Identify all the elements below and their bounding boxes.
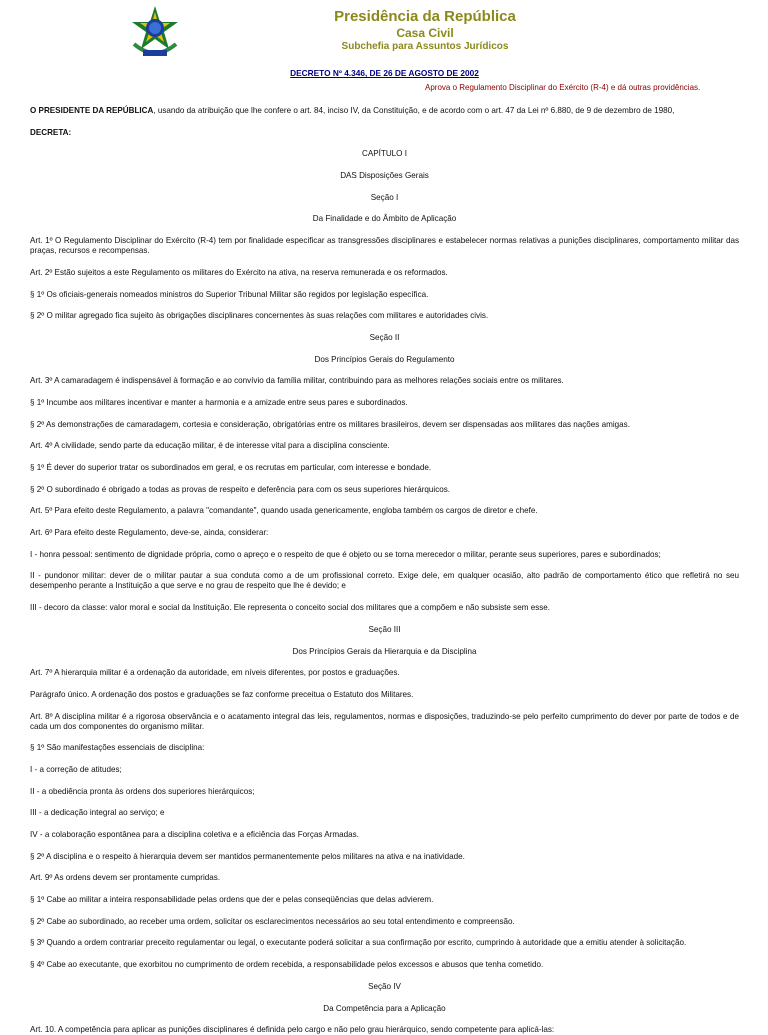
decreta-label: DECRETA: [30,127,72,137]
section-name: Da Finalidade e do Âmbito de Aplicação [312,214,457,224]
article-paragraph: § 4º Cabe ao executante, que exorbitou no cumprimento de ordem recebida, a responsabilidade pelos excessos e abusos que tenha cometido. [30,960,544,970]
decree-title-link[interactable]: DECRETO Nº 4.346, DE 26 DE AGOSTO DE 2002 [290,68,479,78]
article-paragraph: § 2º O subordinado é obrigado a todas as provas de respeito e deferência para com os seus superiores hierárquicos. [30,484,451,494]
article-paragraph: § 2º As demonstrações de camaradagem, cortesia e consideração, obrigatórias entre os militares brasileiros, devem ser dispensadas aos militares das nações amigas. [30,419,630,429]
article-paragraph: § 1º São manifestações essenciais de disciplina: [30,743,205,753]
decreta [30,128,739,138]
article-paragraph: Art. 5º Para efeito deste Regulamento, a palavra "comandante", quando usada genericamente, engloba também os cargos de diretor e chefe. [30,506,538,516]
article-paragraph: I - a correção de atitudes; [30,764,122,774]
article-paragraph: Art. 3º A camaradagem é indispensável à formação e ao convívio da família militar, contribuindo para as melhores relações sociais entre os militares. [30,376,564,386]
header-presidencia: Presidência da República [334,8,516,25]
article-paragraph: § 3º Quando a ordem contrariar preceito regulamentar ou legal, o executante poderá solicitar a sua confirmação por escrito, cumprindo à autoridade que a emitiu atender à solicitação. [30,938,687,948]
preamble-bold: O PRESIDENTE DA REPÚBLICA [30,106,154,115]
document-body [0,68,768,1035]
article-paragraph: Art. 9º As ordens devem ser prontamente cumpridas. [30,873,221,883]
section-heading: Seção IV [368,981,401,991]
article-paragraph: II - pundonor militar: dever de o militar pautar a sua conduta como a de um profissional correto. Exige dele, em qualquer ocasião, alto padrão de comportamento ético que refletirá no seu desempenho perante a Instituição a que serve e no grau de respeito que lhe é devido; e [30,571,739,591]
article-paragraph: Art. 7º A hierarquia militar é a ordenação da autoridade, em níveis diferentes, por postos e graduações. [30,668,400,678]
article-paragraph: § 1º É dever do superior tratar os subordinados em geral, e os recrutas em particular, com interesse e bondade. [30,463,432,472]
article-paragraph: § 1º Os oficiais-generais nomeados ministros do Superior Tribunal Militar são regidos por legislação específica. [30,289,429,299]
decree-title [30,68,739,79]
chapter-heading: CAPÍTULO I [362,149,407,159]
header-casa-civil: Casa Civil [396,26,454,40]
article-paragraph: II - a obediência pronta às ordens dos superiores hierárquicos; [30,786,255,796]
article-paragraph: Parágrafo único. A ordenação dos postos e graduações se faz conforme preceitua o Estatuto dos Militares. [30,689,414,699]
article-paragraph: III - a dedicação integral ao serviço; e [30,808,165,818]
section-heading: Seção II [369,332,400,342]
article-paragraph: § 1º Incumbe aos militares incentivar e manter a harmonia e a amizade entre seus pares e subordinados. [30,397,408,407]
page-header [0,0,768,64]
article-paragraph: Art. 6º Para efeito deste Regulamento, deve-se, ainda, considerar: [30,528,269,538]
article-paragraph: Art. 8º A disciplina militar é a rigorosa observância e o acatamento integral das leis, regulamentos, normas e disposições, traduzindo-se pelo perfeito cumprimento do dever por parte de todos e de cada um dos componentes do organismo militar. [30,711,739,731]
preamble [30,106,739,116]
ementa: Aprova o Regulamento Disciplinar do Exército (R-4) e dá outras providências. [425,83,701,92]
preamble-text: , usando da atribuição que lhe confere o art. 84, inciso IV, da Constituição, e de acordo com o art. 47 da Lei nº 6.880, de 9 de dezembro de 1980, [153,106,675,115]
section-heading: Seção III [368,624,401,634]
coat-of-arms-icon [126,4,184,60]
article-paragraph: Art. 4º A civilidade, sendo parte da educação militar, é de interesse vital para a disciplina consciente. [30,441,390,451]
section-heading: Seção I [370,192,399,202]
chapter-name: DAS Disposições Gerais [340,171,429,181]
section-name: Dos Princípios Gerais do Regulamento [314,354,455,364]
article-paragraph: IV - a colaboração espontânea para a disciplina coletiva e a eficiência das Forças Armadas. [30,830,359,839]
article-paragraph: Art. 2º Estão sujeitos a este Regulamento os militares do Exército na ativa, na reserva remunerada e os reformados. [30,267,448,277]
header-subchefia: Subchefia para Assuntos Jurídicos [341,41,509,52]
article-paragraph: § 2º A disciplina e o respeito à hierarquia devem ser mantidos permanentemente pelos militares na ativa e na inatividade. [30,851,465,861]
article-paragraph: I - honra pessoal: sentimento de dignidade própria, como o apreço e o respeito de que é objeto ou se torna merecedor o militar, perante seus superiores, pares e subordinados; [30,549,661,559]
section-name: Dos Princípios Gerais da Hierarquia e da Disciplina [292,646,477,656]
article-paragraph: § 2º Cabe ao subordinado, ao receber uma ordem, solicitar os esclarecimentos necessários ao seu total entendimento e compreensão. [30,916,515,926]
article-paragraph: Art. 1º O Regulamento Disciplinar do Exército (R-4) tem por finalidade especificar as transgressões disciplinares e estabelecer normas relativas a punições disciplinares, comportamento militar das praças, recursos e recompensas. [30,236,739,256]
article-paragraph: § 2º O militar agregado fica sujeito às obrigações disciplinares concernentes às suas relações com militares e autoridades civis. [30,311,489,321]
section-name: Da Competência para a Aplicação [323,1003,446,1013]
article-paragraph: Art. 10. A competência para aplicar as punições disciplinares é definida pelo cargo e não pelo grau hierárquico, sendo competente para aplicá-las: [30,1025,555,1035]
article-paragraph: III - decoro da classe: valor moral e social da Instituição. Ele representa o conceito social dos militares que a compõem e não subsiste sem esse. [30,603,551,613]
article-paragraph: § 1º Cabe ao militar a inteira responsabilidade pelas ordens que der e pelas conseqüências que delas advierem. [30,895,434,905]
header-text [260,8,590,53]
